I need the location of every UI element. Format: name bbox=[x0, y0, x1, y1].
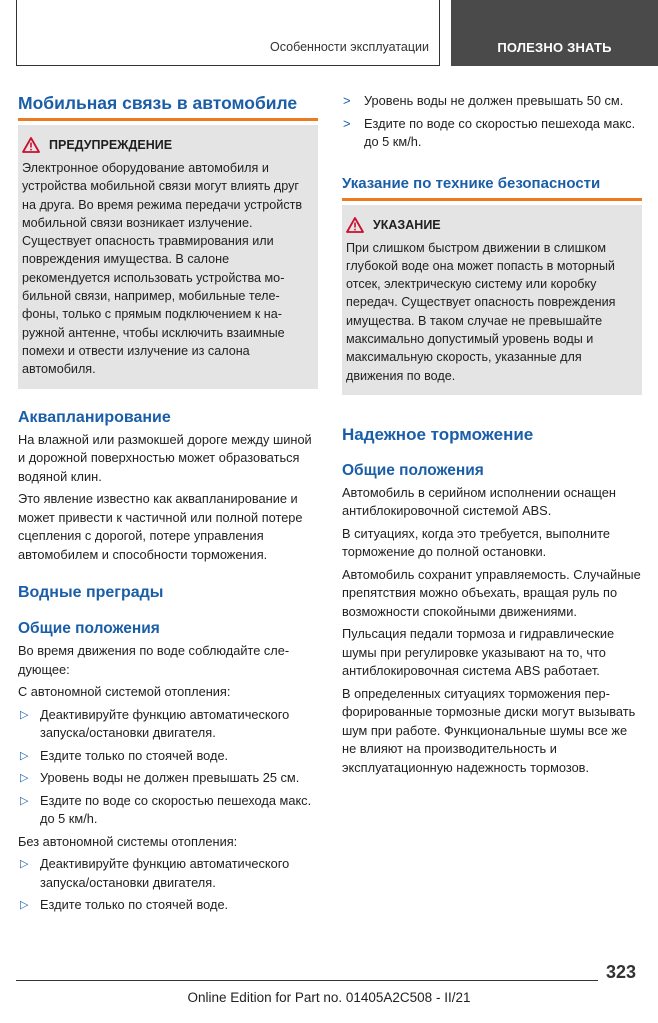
braking-general-title: Общие положения bbox=[342, 461, 484, 479]
warning-box bbox=[18, 125, 318, 389]
water-paragraph-1: Во время движения по воде соблюдайте следующее: bbox=[18, 643, 290, 677]
aquaplaning-paragraph-2: Это явление известно как аквапланирование и может привести к частичной или полной потере сцепления с дорогой, потере управления автомобилем и способности торможения. bbox=[18, 491, 303, 562]
aquaplaning-title: Аквапланирование bbox=[18, 408, 171, 426]
list-item: ▷ Ездите по воде со скоростью пешехода макс. до 5 км/h. bbox=[20, 792, 312, 827]
triangle-bullet-icon: ▷ bbox=[20, 708, 29, 721]
warning-triangle-icon bbox=[346, 217, 364, 233]
triangle-bullet-icon: ▷ bbox=[20, 858, 29, 871]
mobile-section-title: Мобильная связь в автомобиле bbox=[18, 92, 318, 121]
warning-triangle-icon bbox=[22, 137, 40, 153]
chevron-right-icon: > bbox=[343, 93, 351, 108]
warning-label: ПРЕДУПРЕЖДЕНИЕ bbox=[49, 138, 173, 152]
braking-paragraph-1: Автомобиль в серийном исполнении оснащен антиблокировочной системой ABS. bbox=[342, 484, 616, 519]
list-with-heater bbox=[18, 706, 318, 829]
note-text: При слишком быстром движении в слишком глубокой воде она может попасть в моторный отсек, электрическую систему или коробку передач. Существует опасность повреждения имущества. В таком случае не превышайте максимально допустимый уровень воды и максимальную скорость, указанные для движения по воде. bbox=[346, 240, 616, 383]
list-item: ▷ Ездите только по стоячей воде. bbox=[18, 747, 318, 766]
list-item: > Ездите по воде со скоростью пешехода макс. до 5 км/h. bbox=[343, 115, 636, 149]
triangle-bullet-icon: ▷ bbox=[20, 749, 29, 762]
page-number: 323 bbox=[606, 962, 637, 982]
braking-title: Надежное торможение bbox=[342, 424, 534, 444]
list-item: ▷ Ездите только по стоячей воде. bbox=[18, 896, 318, 915]
list-without-heater bbox=[18, 855, 318, 915]
warning-text: Электронное оборудование автомобиля и устройства мобильной связи могут влиять друг на друга. Во время режима передачи устройств мобильной связи возникает излучение. Существует опасность травмирования или повреждения имущества. В салоне рекомендуется использовать устройства мобильной связи, например, мобильные телефоны, только с прямым подключением к наружной антенне, чтобы исключить взаимные помехи и отвести излучение из салона автомобиля. bbox=[22, 161, 303, 377]
safety-note-title: Указание по технике безопасности bbox=[342, 174, 642, 201]
note-label: УКАЗАНИЕ bbox=[373, 217, 441, 232]
list-item: ▷ Деактивируйте функцию автоматического запуска/остановки двигателя. bbox=[20, 856, 290, 890]
triangle-bullet-icon: ▷ bbox=[20, 772, 29, 785]
warning-header bbox=[22, 137, 310, 153]
braking-paragraph-4: Пульсация педали тормоза и гидравлические шумы при регулировке указывают на то, что антиблокировочная система ABS работает. bbox=[342, 626, 615, 679]
triangle-bullet-icon: ▷ bbox=[20, 899, 29, 912]
right-column bbox=[342, 92, 642, 777]
water-paragraph-3: Без автономной системы отопления: bbox=[18, 833, 238, 849]
braking-paragraph-3: Автомобиль сохранит управляемость. Случайные препятствия можно объехать, вращая руль по возможности спокойными движениями. bbox=[342, 566, 641, 619]
footer-divider bbox=[16, 980, 598, 981]
list-continued bbox=[342, 92, 642, 152]
aquaplaning-paragraph-1: На влажной или размокшей дороге между шиной и дорожной поверхностью может образоваться водяной клин. bbox=[18, 431, 312, 484]
header-section-title: Особенности эксплуатации bbox=[270, 40, 429, 54]
header-frame bbox=[16, 0, 440, 66]
triangle-bullet-icon: ▷ bbox=[20, 794, 29, 807]
list-item: ▷ Уровень воды не должен превышать 25 см. bbox=[18, 769, 318, 788]
left-column bbox=[18, 92, 318, 915]
list-item: > Уровень воды не должен превышать 50 см. bbox=[342, 92, 642, 111]
water-obstacles-title: Водные преграды bbox=[18, 584, 164, 602]
water-paragraph-2: С автономной системой отопления: bbox=[18, 684, 231, 700]
chevron-right-icon: > bbox=[343, 115, 351, 131]
water-general-title: Общие положения bbox=[18, 620, 160, 638]
list-item: ▷ Деактивируйте функцию автоматического запуска/остановки двигателя. bbox=[20, 706, 290, 741]
header-chapter-tab: ПОЛЕЗНО ЗНАТЬ bbox=[451, 0, 658, 66]
note-header bbox=[346, 217, 634, 233]
edition-footer: Online Edition for Part no. 01405A2C508 - II/21 bbox=[187, 990, 471, 1005]
braking-paragraph-2: В ситуациях, когда это требуется, выполните торможение до полной остановки. bbox=[342, 525, 611, 560]
braking-paragraph-5: В определенных ситуациях торможения перфорированные тормозные диски могут вызывать шум при работе. Функциональные шумы все же не влияют на производительность и эксплуатационную надежность тормозов. bbox=[342, 685, 636, 775]
note-box bbox=[342, 205, 642, 395]
